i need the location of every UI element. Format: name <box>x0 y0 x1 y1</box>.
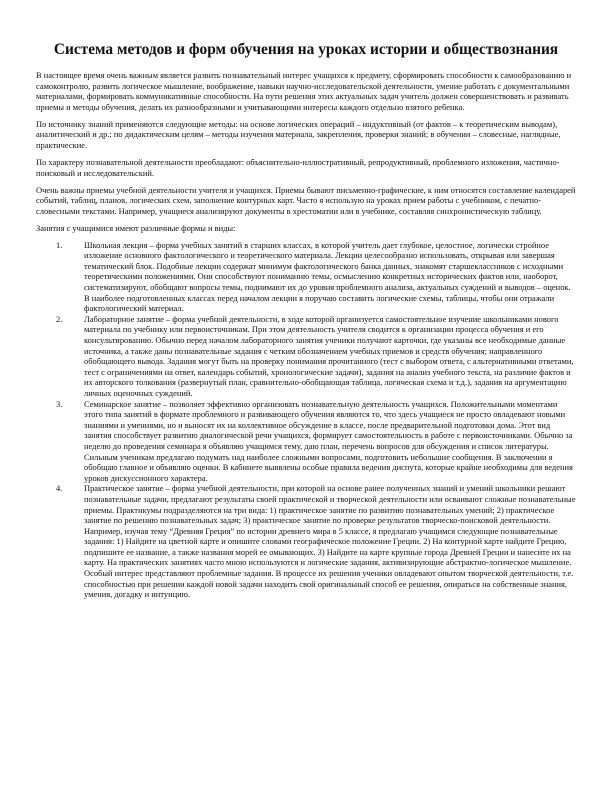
list-item-text: Семинарское занятие – позволяет эффективно организовать познавательную деятельность учащихся. Положительными моментами этого типа занятий в формате проблемного и развивающего обучения являются то, что здесь учащиеся не просто овладевают новыми знаниями и умениями, но и выносят их на коллективное обсуждение в классе, после предварительной подготовки дома. Этот вид занятия способствует развитию диалогической речи учащихся, формирует самостоятельность в работе с первоисточниками. Обычно за неделю до проведения семинара я объявляю учащимся тему, даю план, перечень вопросов для обсуждения и список литературы. Сильным ученикам предлагаю подумать над наиболее сложными вопросами, подготовить небольшие сообщения. В заключении я обобщаю главное и объявляю оценки. В кабинете выявлены особые правила ведения диспута, которые крайне необходимы для ведения уроков дискуссионного характера. <box>84 398 573 483</box>
list-item <box>56 313 576 399</box>
list-item <box>56 398 576 484</box>
list-item-number: 2. <box>56 313 63 324</box>
list-item <box>56 483 576 600</box>
list-item-number: 4. <box>56 483 63 494</box>
lesson-forms-intro: Занятия с учащимися имеют различные формы и виды: <box>36 222 236 233</box>
list-item <box>56 239 576 314</box>
lesson-forms-list <box>36 240 576 600</box>
list-item-number: 1. <box>56 239 63 250</box>
methods-by-activity-paragraph: По характеру познавательной деятельности преобладают: объяснительно-иллюстративный, репродуктивный, проблемного изложения, частично-поисковый и исследовательский. <box>36 156 560 178</box>
document-title: Система методов и форм обучения на уроках истории и обществознания <box>53 41 559 58</box>
list-item-text: Лабораторное занятие – форма учебной деятельности, в ходе которой организуется самостоятельное изучение школьниками нового материала по учебнику или первоисточникам. При этом деятельность учителя сводится к организации процесса обучения и его консультированию. Обычно перед началом лабораторного занятия ученики получают карточки, где указаны все необходимые данные источника, а также даны познавательные задания с четким обозначением учебных приемов и средств обучения; направленного обобщающего вывода. Задания могут быть на проверку понимания прочитанного (тест с выбором ответа, с альтернативными ответами, тест с ограничениями на ответ, календарь событий, хронологические задачи), задания на анализ учебного текста, на различие фактов и их авторского толкования (развернутый план, сравнительно-обобщающая таблица, логическая схема и т.д.), задания на аргументацию личных оценочных суждений. <box>84 313 574 398</box>
methods-by-source-paragraph: По источнику знаний применяются следующие методы: на основе логических операций – индуктивный (от фактов – к теоретическим выводам), аналитический и др.; по дидактическим целям – методы изучения материала, закрепления, проверки знаний; в обучении – словесные, наглядные, практические. <box>36 118 561 150</box>
intro-paragraph: В настоящее время очень важным является развить познавательный интерес учащихся к предмету, сформировать способности к самообразованию и самоконтролю, развить логическое мышление, воображение, навыки научно-исследовательской деятельности, умение работать с документальными материалами, формировать коммуникативные способности. На пути решения этих актуальных задач учитель должен совершенствовать и развивать приемы и методы обучения, делать их разнообразными и учитывающими интересы каждого отдельно взятого ребенка. <box>36 70 572 112</box>
techniques-paragraph: Очень важны приемы учебной деятельности учителя и учащихся. Приемы бывают письменно-графические, к ним относятся составление календарей событий, таблиц, планов, логических схем, заполнение контурных карт. Часто я использую на уроках прием работы с учебником, с печатно-словесными текстами. Например, учащиеся анализируют документы в хрестоматии или в учебнике, составляя синхронистическую таблицу. <box>36 184 576 216</box>
list-item-number: 3. <box>56 398 63 409</box>
list-item-text: Практическое занятие – форма учебной деятельности, при которой на основе ранее полученных знаний и умений школьники решают познавательные задачи, предлагают результаты своей практической и творческой деятельности или осваивают сложные познавательные приемы. Практикумы подразделяются на три вида: 1) практическое занятие по развитию познавательных умений; 2) практическое занятие по решению познавательных задач; 3) практическое занятие по проверке результатов творческо-поисковой деятельности. Например, изучая тему “Древняя Греция” по истории древнего мира в 5 классе, я предлагаю учащимся следующие познавательные задания: 1) Найдите на цветной карте и опишите словами географическое положение Греции. 2) На контурной карте найдите Грецию, подпишите ее название, а также названия морей ее омывающих. 3) Найдите на карте крупные города Древней Греции и нанесите их на карту. На практических занятиях часто мною используются и логические задания, активизирующие абстрактно-логическое мышление. Особый интерес представляют проблемные задания. В процессе их решения ученики овладевают опытом творческой деятельности, т.е. способностью при решении каждой новой задачи находить свой оригинальный способ ее решения, опираться на собственные знания, умения, догадку и интуицию. <box>84 483 576 600</box>
list-item-text: Школьная лекция – форма учебных занятий в старших классах, в которой учитель дает глубокое, целостное, логически стройное изложение основного фактологического и теоретического материала. Лекции целесообразно использовать, открывая или завершая тематический блок. Подобные лекции содержат минимум фактологического банка данных, знакомят старшеклассников с исходными теоретическими положениями. Они способствуют пониманию темы, осмыслению конкретных исторических фактов или, наоборот, систематизируют, обобщают вопросы темы, поднимают их до уровня проблемного анализа, актуальных суждений и выводов – оценок. В наиболее подготовленных классах перед началом лекции я поручаю составить логические схемы, таблицы, чтобы они отражали фактологический материал. <box>84 239 571 314</box>
